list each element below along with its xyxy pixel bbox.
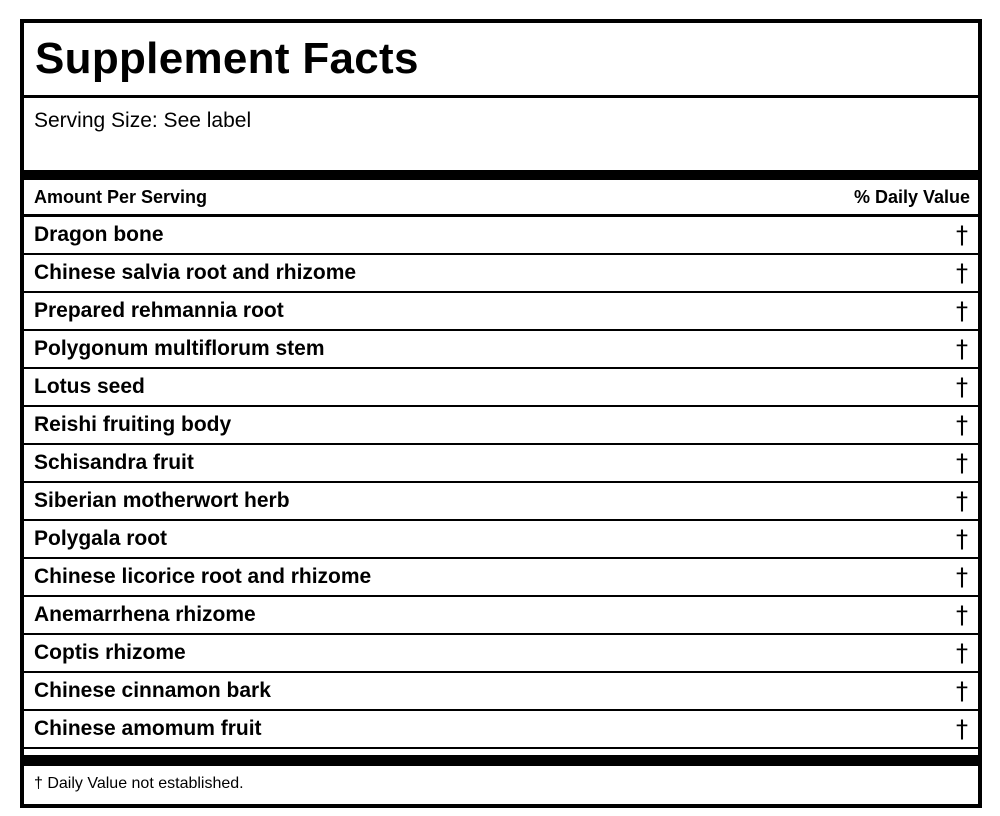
ingredient-row — [24, 407, 978, 445]
ingredient-name: Chinese salvia root and rhizome — [34, 261, 357, 284]
dagger-mark: † — [956, 677, 968, 705]
ingredient-row — [24, 673, 978, 711]
ingredient-row — [24, 293, 978, 331]
ingredient-name: Reishi fruiting body — [34, 413, 232, 436]
supplement-facts-panel — [20, 19, 982, 808]
ingredient-row — [24, 255, 978, 293]
ingredient-name: Schisandra fruit — [34, 451, 194, 474]
ingredient-name: Polygonum multiflorum stem — [34, 337, 325, 360]
dagger-mark: † — [956, 601, 968, 629]
ingredient-name: Chinese amomum fruit — [34, 717, 262, 740]
dagger-mark: † — [956, 411, 968, 439]
ingredient-row — [24, 597, 978, 635]
ingredient-row — [24, 483, 978, 521]
ingredient-name: Siberian motherwort herb — [34, 489, 290, 512]
ingredient-name: Coptis rhizome — [34, 641, 186, 664]
dagger-mark: † — [956, 525, 968, 553]
panel-title: Supplement Facts — [24, 23, 978, 98]
ingredient-row — [24, 635, 978, 673]
ingredient-row — [24, 559, 978, 597]
ingredient-row — [24, 331, 978, 369]
dagger-mark: † — [956, 221, 968, 249]
ingredient-row — [24, 217, 978, 255]
ingredient-name: Chinese cinnamon bark — [34, 679, 271, 702]
ingredient-name: Polygala root — [34, 527, 168, 550]
dagger-mark: † — [956, 373, 968, 401]
serving-size: Serving Size: See label — [24, 98, 978, 180]
footnote: † Daily Value not established. — [34, 775, 244, 792]
dagger-mark: † — [956, 297, 968, 325]
ingredient-name: Anemarrhena rhizome — [34, 603, 256, 626]
dagger-mark: † — [956, 715, 968, 743]
column-header-row — [24, 180, 978, 217]
dagger-mark: † — [956, 563, 968, 591]
ingredient-row — [24, 445, 978, 483]
dagger-mark: † — [956, 487, 968, 515]
ingredient-row — [24, 369, 978, 407]
ingredient-list — [24, 217, 978, 749]
ingredient-row — [24, 711, 978, 749]
ingredient-name: Chinese licorice root and rhizome — [34, 565, 372, 588]
dagger-mark: † — [956, 259, 968, 287]
amount-per-serving-header: Amount Per Serving — [34, 186, 208, 207]
ingredient-name: Lotus seed — [34, 375, 145, 398]
thick-divider — [24, 749, 978, 766]
ingredient-name: Prepared rehmannia root — [34, 299, 284, 322]
daily-value-header: % Daily Value — [853, 186, 970, 207]
dagger-mark: † — [956, 335, 968, 363]
ingredient-row — [24, 521, 978, 559]
dagger-mark: † — [956, 449, 968, 477]
dagger-mark: † — [956, 639, 968, 667]
ingredient-name: Dragon bone — [34, 223, 164, 246]
